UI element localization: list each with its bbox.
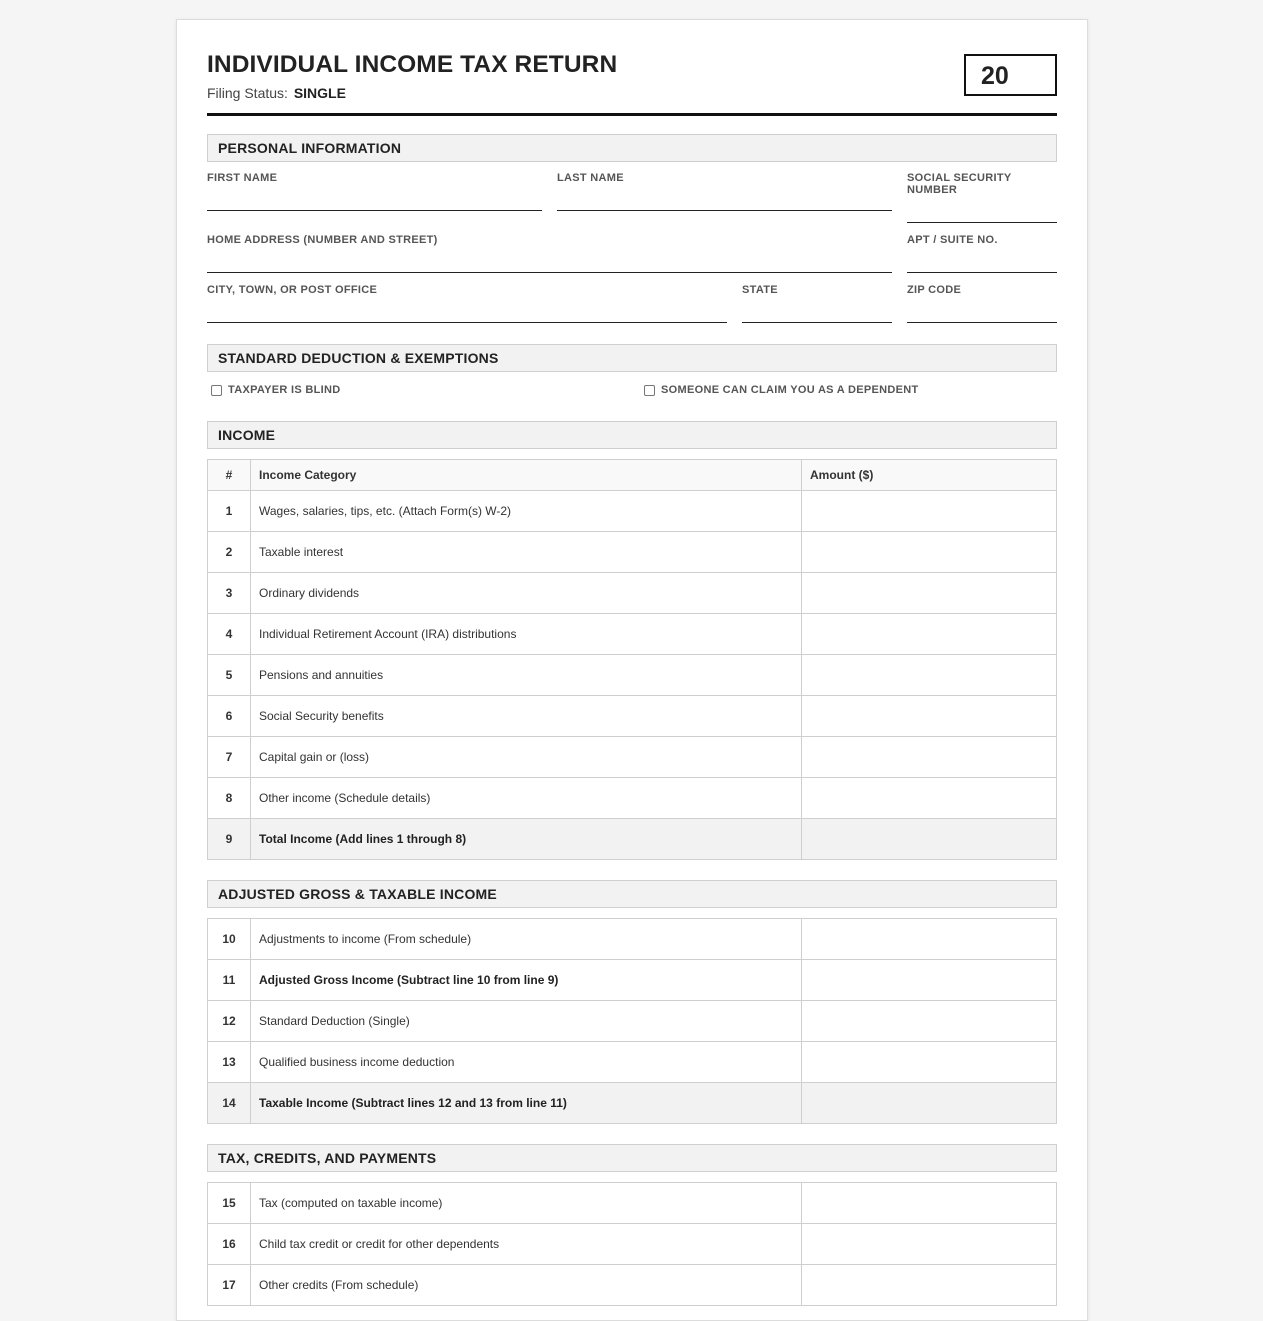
city-input-line[interactable] [207, 322, 727, 323]
home-address-input-line[interactable] [207, 272, 892, 273]
line-number: 2 [208, 532, 251, 573]
amount-input[interactable] [802, 778, 1057, 819]
income-row [208, 532, 1057, 573]
amount-input[interactable] [802, 491, 1057, 532]
first-name-label: FIRST NAME [207, 172, 278, 184]
blind-checkbox-label: TAXPAYER IS BLIND [228, 384, 341, 396]
filing-status [207, 85, 346, 101]
city-label: CITY, TOWN, OR POST OFFICE [207, 284, 378, 296]
amount-input[interactable] [802, 1224, 1057, 1265]
zip-field[interactable] [907, 284, 1057, 324]
line-label: Child tax credit or credit for other dependents [251, 1224, 802, 1265]
line-number: 4 [208, 614, 251, 655]
line-label: Qualified business income deduction [251, 1042, 802, 1083]
line-label: Standard Deduction (Single) [251, 1001, 802, 1042]
last-name-label: LAST NAME [557, 172, 624, 184]
form-title: INDIVIDUAL INCOME TAX RETURN [207, 51, 618, 78]
line-label: Other income (Schedule details) [251, 778, 802, 819]
col-number-header: # [208, 460, 251, 491]
amount-input[interactable] [802, 960, 1057, 1001]
apt-field[interactable] [907, 234, 1057, 274]
amount-input[interactable] [802, 737, 1057, 778]
income-row [208, 573, 1057, 614]
tax-row [208, 1265, 1057, 1306]
city-field[interactable] [207, 284, 727, 324]
amount-input[interactable] [802, 1265, 1057, 1306]
amount-input[interactable] [802, 532, 1057, 573]
blind-checkbox[interactable] [211, 385, 222, 396]
income-row [208, 655, 1057, 696]
state-input-line[interactable] [742, 322, 892, 323]
section-standard-deduction: STANDARD DEDUCTION & EXEMPTIONS [207, 344, 1057, 372]
form-header [207, 20, 1057, 116]
ssn-label: SOCIAL SECURITY NUMBER [907, 172, 1012, 196]
line-number: 12 [208, 1001, 251, 1042]
line-label: Ordinary dividends [251, 573, 802, 614]
tax-row [208, 1183, 1057, 1224]
section-income: INCOME [207, 421, 1057, 449]
income-table-header-row [208, 460, 1057, 491]
amount-input[interactable] [802, 919, 1057, 960]
tax-table [207, 1182, 1057, 1306]
amount-input[interactable] [802, 573, 1057, 614]
form-content [207, 20, 1057, 1292]
line-label: Wages, salaries, tips, etc. (Attach Form(s) W-2) [251, 491, 802, 532]
zip-label: ZIP CODE [907, 284, 962, 296]
line-number: 17 [208, 1265, 251, 1306]
dependent-checkbox[interactable] [644, 385, 655, 396]
line-number: 3 [208, 573, 251, 614]
apt-input-line[interactable] [907, 272, 1057, 273]
total-income-amount[interactable] [802, 819, 1057, 860]
filing-status-value: SINGLE [293, 85, 346, 101]
section-personal-information: PERSONAL INFORMATION [207, 134, 1057, 162]
line-number: 13 [208, 1042, 251, 1083]
line-number: 10 [208, 919, 251, 960]
col-income-category-header: Income Category [251, 460, 802, 491]
col-amount-header: Amount ($) [802, 460, 1057, 491]
line-label: Adjustments to income (From schedule) [251, 919, 802, 960]
income-table [207, 459, 1057, 860]
first-name-field[interactable] [207, 172, 542, 212]
line-label: Taxable Income (Subtract lines 12 and 13 from line 11) [251, 1083, 802, 1124]
last-name-input-line[interactable] [557, 210, 892, 211]
line-number: 14 [208, 1083, 251, 1124]
zip-input-line[interactable] [907, 322, 1057, 323]
line-number: 7 [208, 737, 251, 778]
line-label: Other credits (From schedule) [251, 1265, 802, 1306]
line-number: 15 [208, 1183, 251, 1224]
ssn-field[interactable] [907, 172, 1057, 224]
line-number: 6 [208, 696, 251, 737]
home-address-field[interactable] [207, 234, 892, 274]
agi-row [208, 1001, 1057, 1042]
income-row [208, 696, 1057, 737]
amount-input[interactable] [802, 655, 1057, 696]
filing-status-label: Filing Status: [207, 85, 288, 101]
line-label: Pensions and annuities [251, 655, 802, 696]
dependent-checkbox-label: SOMEONE CAN CLAIM YOU AS A DEPENDENT [661, 384, 919, 396]
line-number: 1 [208, 491, 251, 532]
amount-input[interactable] [802, 1183, 1057, 1224]
blind-checkbox-row[interactable] [211, 384, 340, 396]
amount-input[interactable] [802, 1042, 1057, 1083]
agi-row [208, 1042, 1057, 1083]
line-label: Tax (computed on taxable income) [251, 1183, 802, 1224]
dependent-checkbox-row[interactable] [644, 384, 919, 396]
agi-row [208, 919, 1057, 960]
income-row [208, 778, 1057, 819]
tax-form-page [176, 19, 1088, 1321]
income-row [208, 614, 1057, 655]
amount-input[interactable] [802, 696, 1057, 737]
line-number: 9 [208, 819, 251, 860]
line-label: Individual Retirement Account (IRA) distributions [251, 614, 802, 655]
first-name-input-line[interactable] [207, 210, 542, 211]
tax-year-field[interactable]: 20 [964, 54, 1057, 96]
taxable-income-row [208, 1083, 1057, 1124]
home-address-label: HOME ADDRESS (NUMBER AND STREET) [207, 234, 438, 246]
line-label: Total Income (Add lines 1 through 8) [251, 819, 802, 860]
income-row [208, 737, 1057, 778]
line-number: 5 [208, 655, 251, 696]
amount-input[interactable] [802, 614, 1057, 655]
agi-row [208, 960, 1057, 1001]
line-label: Adjusted Gross Income (Subtract line 10 from line 9) [251, 960, 802, 1001]
ssn-input-line[interactable] [907, 222, 1057, 223]
total-income-row [208, 819, 1057, 860]
line-label: Capital gain or (loss) [251, 737, 802, 778]
amount-input[interactable] [802, 1001, 1057, 1042]
income-row [208, 491, 1057, 532]
line-number: 8 [208, 778, 251, 819]
section-tax-credits-payments: TAX, CREDITS, AND PAYMENTS [207, 1144, 1057, 1172]
apt-label: APT / SUITE NO. [907, 234, 998, 246]
last-name-field[interactable] [557, 172, 892, 212]
line-label: Social Security benefits [251, 696, 802, 737]
line-label: Taxable interest [251, 532, 802, 573]
taxable-income-amount[interactable] [802, 1083, 1057, 1124]
section-adjusted-gross-income: ADJUSTED GROSS & TAXABLE INCOME [207, 880, 1057, 908]
line-number: 11 [208, 960, 251, 1001]
agi-table [207, 918, 1057, 1124]
line-number: 16 [208, 1224, 251, 1265]
state-field[interactable] [742, 284, 892, 324]
state-label: STATE [742, 284, 778, 296]
tax-row [208, 1224, 1057, 1265]
